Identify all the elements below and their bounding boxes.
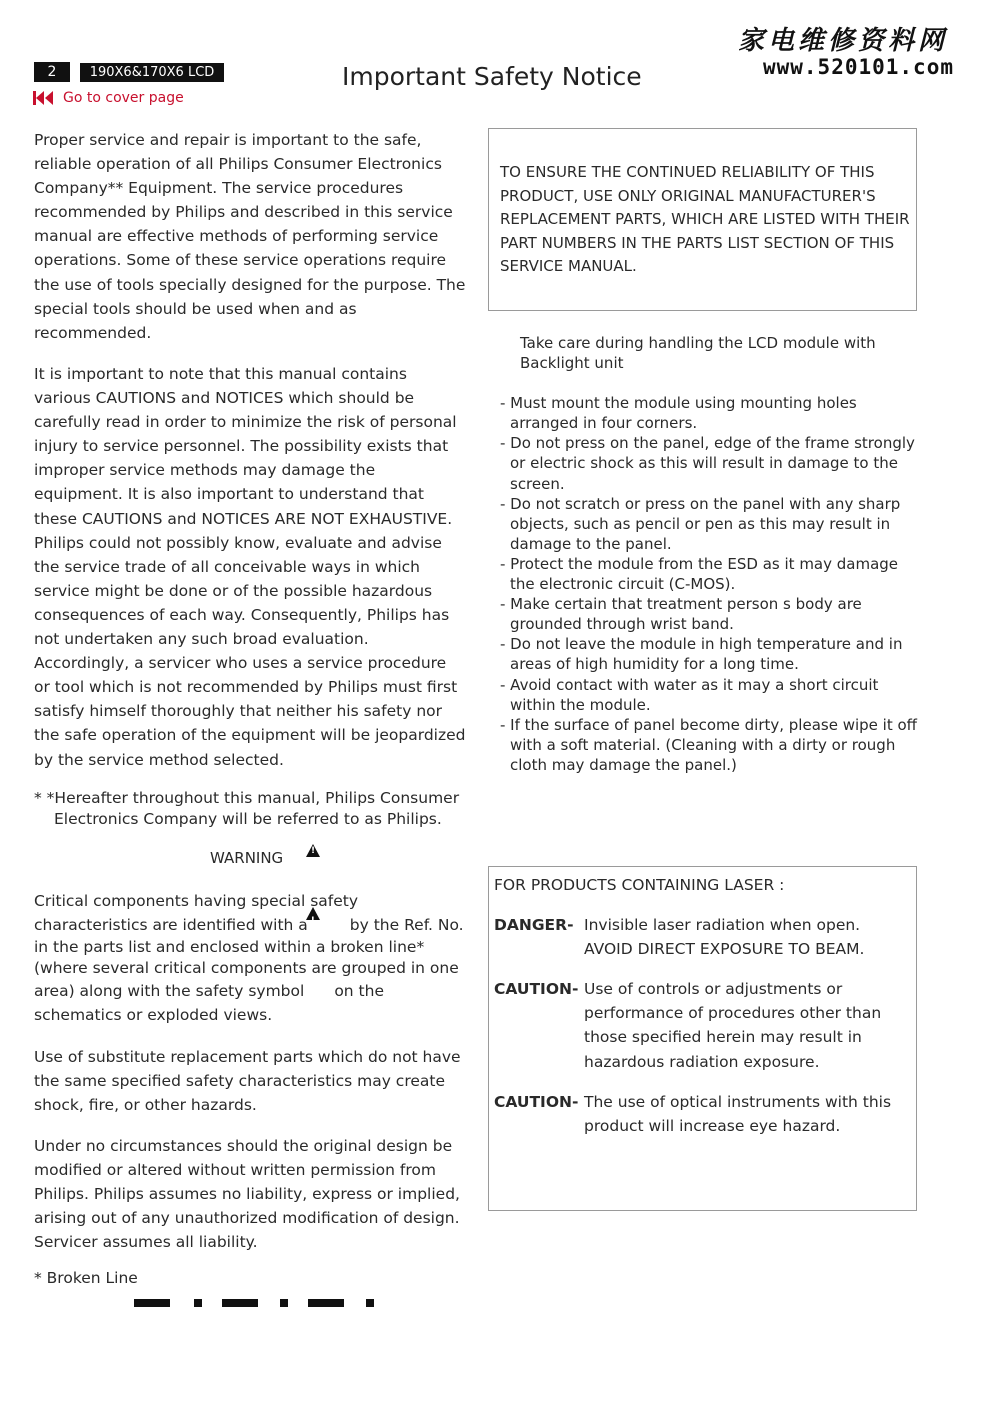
cautions-paragraph: It is important to note that this manual contains various CAUTIONS and NOTICES which should be carefully read in order to minimize the risk of personal injury to service personnel. The possibility exists that improper service methods may damage the equipment. It is also important to understand that these CAUTIONS and NOTICES ARE NOT EXHAUSTIVE. Philips could not possibly know, evaluate and advise the service trade of all conceivable ways in which service might be done or of the possible hazardous consequences of each way. Consequently, Philips has not undertaken any such broad evaluation. Accordingly, a servicer who uses a service procedure or tool which is not recommended by Philips must first satisfy himself thoroughly that neither his safety nor the safe operation of the equipment will be jeopardized by the service method selected. (34, 365, 466, 769)
laser-box (488, 866, 917, 1211)
reliability-box (488, 128, 917, 311)
critical-line-6: schematics or exploded views. (34, 1006, 273, 1025)
danger-row (494, 913, 910, 961)
laser-heading: FOR PRODUCTS CONTAINING LASER : (494, 876, 785, 894)
caution-key-1: CAUTION- (494, 980, 579, 999)
caution-text-2: The use of optical instruments with this product will increase eye hazard. (584, 1092, 892, 1135)
reliability-notice: TO ENSURE THE CONTINUED RELIABILITY OF THIS PRODUCT, USE ONLY ORIGINAL MANUFACTURER'S REPLACEMENT PARTS, WHICH ARE LISTED WITH THEIR PART NUMBERS IN THE PARTS LIST SECTION OF THIS SERVICE MANUAL. (500, 163, 910, 275)
warning-label: WARNING (210, 849, 284, 867)
critical-line-4: (where several critical components are grouped in one (34, 959, 459, 978)
go-to-cover-link[interactable] (33, 89, 184, 107)
broken-line-label: * Broken Line (34, 1269, 138, 1287)
handling-item: - Make certain that treatment person s body are grounded through wrist band. (500, 595, 862, 634)
handling-item: - Protect the module from the ESD as it may damage the electronic circuit (C-MOS). (500, 554, 899, 594)
critical-line-5b: on the (334, 982, 384, 1001)
critical-line-3: in the parts list and enclosed within a broken line* (34, 938, 425, 957)
caution-key-2: CAUTION- (494, 1092, 579, 1111)
handling-item: - Avoid contact with water as it may a short circuit within the module. (500, 675, 879, 714)
caution-row-1 (494, 977, 910, 1073)
warning-triangle-icon (306, 844, 320, 857)
handling-item: - Do not leave the module in high temperature and in areas of high humidity for a long time. (500, 635, 903, 674)
footnote-line-2: Electronics Company will be referred to as Philips. (54, 809, 442, 828)
danger-text: Invisible laser radiation when open. AVOID DIRECT EXPOSURE TO BEAM. (584, 916, 865, 959)
safety-triangle-icon (306, 907, 320, 920)
site-watermark-url: www.520101.com (762, 55, 954, 79)
handling-item: - Do not press on the panel, edge of the frame strongly or electric shock as this will result in damage to the screen. (500, 434, 915, 493)
critical-line-2a: characteristics are identified with a (34, 916, 308, 935)
handling-title: Take care during handling the LCD module with Backlight unit (520, 334, 876, 373)
caution-text-1: Use of controls or adjustments or performance of procedures other than those specified herein may result in hazardous radiation exposure. (584, 980, 882, 1071)
liability-paragraph: Under no circumstances should the original design be modified or altered without written permission from Philips. Philips assumes no liability, express or implied, arising out of any unauthorized modification of design. Servicer assumes all liability. (34, 1137, 460, 1252)
laser-content (494, 873, 910, 1138)
cover-link-label[interactable]: Go to cover page (63, 90, 184, 106)
model-badge: 190X6&170X6 LCD (80, 63, 224, 82)
critical-components-paragraph (34, 889, 466, 1027)
critical-line-5a: area) along with the safety symbol (34, 982, 305, 1001)
lcd-handling-section (500, 333, 920, 775)
danger-key: DANGER- (494, 916, 574, 935)
critical-line-5 (34, 979, 466, 1003)
page-title: Important Safety Notice (342, 62, 642, 91)
site-watermark-cn: 家电维修资料网 (737, 26, 948, 56)
footnote (34, 788, 466, 829)
intro-paragraph: Proper service and repair is important to the safe, reliable operation of all Philips Consumer Electronics Company** Equipment. The service procedures recommended by Philips and described in this service manual are effective methods of performing service operations. Some of these service operations require the use of tools specially designed for the purpose. The special tools should be used when and as recommended. (34, 131, 466, 342)
substitute-parts-paragraph: Use of substitute replacement parts which do not have the same specified safety characteristics may create shock, fire, or other hazards. (34, 1048, 461, 1115)
broken-line-sample (134, 1299, 374, 1309)
footnote-line-1: * *Hereafter throughout this manual, Philips Consumer (34, 789, 460, 807)
handling-item: - Do not scratch or press on the panel with any sharp objects, such as pencil or pen as this may result in damage to the panel. (500, 494, 901, 553)
warning-heading (210, 849, 320, 867)
skip-back-icon (33, 90, 55, 106)
critical-line-1: Critical components having special safety (34, 892, 359, 910)
critical-line-2b: by the Ref. No. (349, 916, 464, 935)
page-number-badge: 2 (34, 62, 70, 82)
handling-item: - If the surface of panel become dirty, please wipe it off with a soft material. (Cleaning with a dirty or rough cloth may damage the panel.) (500, 715, 917, 774)
handling-item: - Must mount the module using mounting holes arranged in four corners. (500, 394, 857, 433)
caution-row-2 (494, 1090, 910, 1138)
critical-line-2 (34, 913, 466, 937)
